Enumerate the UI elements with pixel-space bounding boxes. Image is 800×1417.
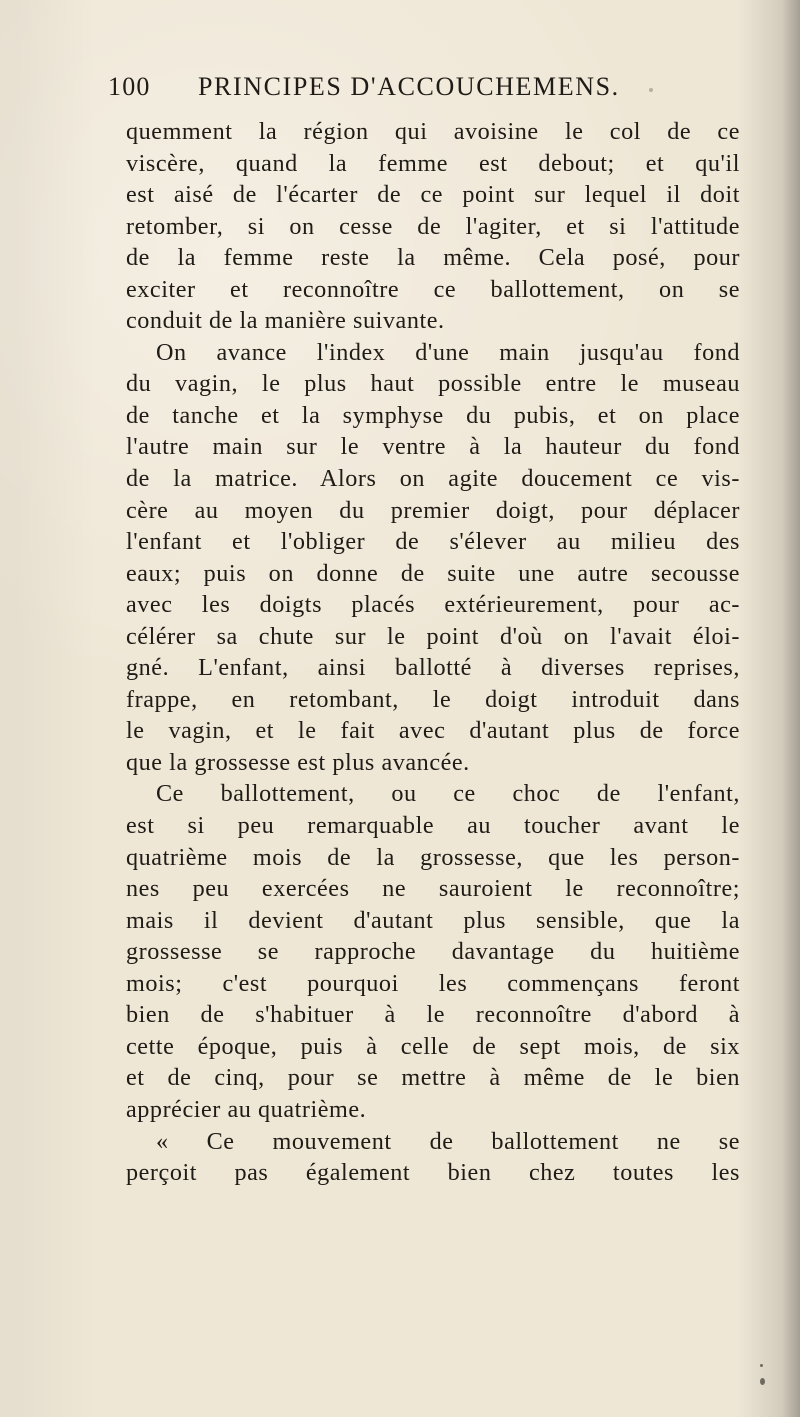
text-line: cère au moyen du premier doigt, pour déplacer	[126, 496, 740, 524]
text-line: retomber, si on cesse de l'agiter, et si l'attitude	[126, 212, 740, 240]
text-line: quatrième mois de la grossesse, que les person-	[126, 843, 740, 871]
text-line: conduit de la manière suivante.	[126, 307, 445, 335]
text-line: frappe, en retombant, le doigt introduit dans	[126, 685, 740, 713]
text-line: mais il devient d'autant plus sensible, que la	[126, 906, 740, 934]
text-line: et de cinq, pour se mettre à même de le bien	[126, 1064, 740, 1092]
ink-speck	[760, 1364, 763, 1367]
page-text	[126, 116, 740, 1189]
text-line: exciter et reconnoître ce ballottement, on se	[126, 275, 740, 303]
running-title: PRINCIPES D'ACCOUCHEMENS.	[198, 72, 620, 101]
text-line: bien de s'habituer à le reconnoître d'abord à	[126, 1001, 740, 1029]
text-line: perçoit pas également bien chez toutes les	[126, 1159, 740, 1187]
text-line: de tanche et la symphyse du pubis, et on place	[126, 401, 740, 429]
page-number: 100	[108, 72, 151, 101]
text-line: est aisé de l'écarter de ce point sur lequel il doit	[126, 181, 740, 209]
text-line: « Ce mouvement de ballottement ne se	[156, 1127, 740, 1155]
text-line: l'enfant et l'obliger de s'élever au milieu des	[126, 528, 740, 556]
text-line: est si peu remarquable au toucher avant le	[126, 812, 740, 840]
text-line: célérer sa chute sur le point d'où on l'avait éloi-	[126, 622, 740, 650]
text-line: de la femme reste la même. Cela posé, pour	[126, 244, 740, 272]
text-line: du vagin, le plus haut possible entre le museau	[126, 370, 740, 398]
page-edge-shadow	[782, 0, 800, 1417]
running-header	[108, 72, 668, 106]
text-line: de la matrice. Alors on agite doucement ce vis-	[126, 465, 740, 493]
text-line: eaux; puis on donne de suite une autre secousse	[126, 559, 740, 587]
text-line: quemment la région qui avoisine le col de ce	[126, 118, 740, 145]
ink-speck	[649, 88, 653, 92]
text-line: gné. L'enfant, ainsi ballotté à diverses reprises,	[126, 654, 740, 682]
text-line: que la grossesse est plus avancée.	[126, 748, 470, 776]
text-line: nes peu exercées ne sauroient le reconnoître;	[126, 875, 740, 903]
text-line: viscère, quand la femme est debout; et qu'il	[126, 149, 740, 177]
text-line: apprécier au quatrième.	[126, 1095, 367, 1123]
ink-speck	[760, 1378, 765, 1385]
text-line: l'autre main sur le ventre à la hauteur du fond	[126, 433, 740, 461]
text-line: grossesse se rapproche davantage du huitième	[126, 938, 740, 966]
text-line: mois; c'est pourquoi les commençans feront	[126, 969, 740, 997]
text-line: Ce ballottement, ou ce choc de l'enfant,	[156, 780, 740, 808]
text-line: cette époque, puis à celle de sept mois, de six	[126, 1032, 740, 1060]
text-line: avec les doigts placés extérieurement, pour ac-	[126, 591, 740, 619]
text-line: On avance l'index d'une main jusqu'au fond	[156, 338, 740, 366]
text-line: le vagin, et le fait avec d'autant plus de force	[126, 717, 740, 745]
